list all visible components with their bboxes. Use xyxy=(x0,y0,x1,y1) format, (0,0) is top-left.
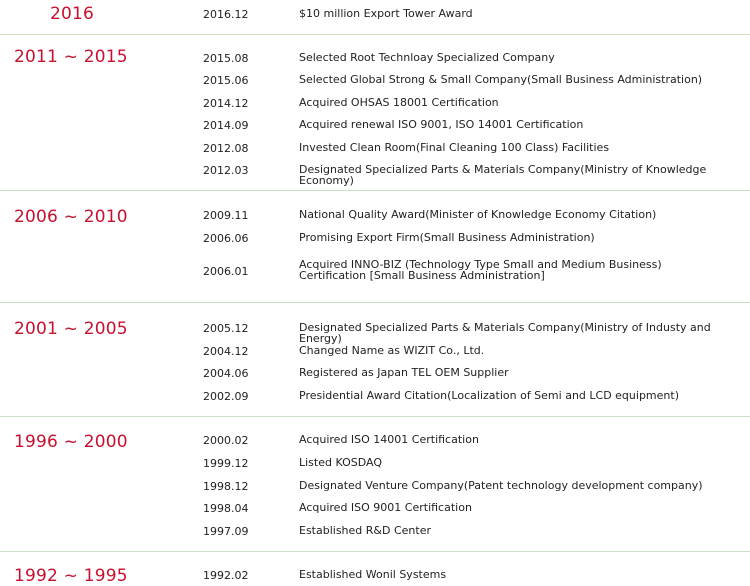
history-date: 2004.06 xyxy=(203,367,249,380)
history-description: Invested Clean Room(Final Cleaning 100 Class) Facilities xyxy=(299,141,610,154)
history-description: Acquired ISO 9001 Certification xyxy=(299,501,472,514)
history-description: Designated Specialized Parts & Materials Company(Ministry of Industy and Energy) xyxy=(299,321,711,345)
section-divider xyxy=(0,416,750,417)
history-date: 2015.08 xyxy=(203,52,249,65)
history-date: 1999.12 xyxy=(203,457,249,470)
section-divider xyxy=(0,551,750,552)
history-description: Established R&D Center xyxy=(299,524,431,537)
period-heading: 1996 ~ 2000 xyxy=(14,432,128,452)
history-date: 1997.09 xyxy=(203,525,249,538)
history-date: 2002.09 xyxy=(203,390,249,403)
history-date: 2004.12 xyxy=(203,345,249,358)
history-description: Changed Name as WIZIT Co., Ltd. xyxy=(299,344,485,357)
history-date: 2006.01 xyxy=(203,265,249,278)
history-date: 2012.03 xyxy=(203,164,249,177)
history-description: Promising Export Firm(Small Business Administration) xyxy=(299,231,595,244)
history-date: 2016.12 xyxy=(203,8,249,21)
history-date: 1998.12 xyxy=(203,480,249,493)
section-divider xyxy=(0,302,750,303)
history-description: $10 million Export Tower Award xyxy=(299,7,473,20)
history-description: Presidential Award Citation(Localization of Semi and LCD equipment) xyxy=(299,389,679,402)
history-description: Established Wonil Systems xyxy=(299,568,447,581)
history-date: 1992.02 xyxy=(203,569,249,582)
history-date: 2009.11 xyxy=(203,209,249,222)
history-description: Acquired ISO 14001 Certification xyxy=(299,433,479,446)
history-description: Selected Global Strong & Small Company(Small Business Administration) xyxy=(299,73,703,86)
period-heading: 2001 ~ 2005 xyxy=(14,319,128,339)
history-date: 2012.08 xyxy=(203,142,249,155)
history-date: 2006.06 xyxy=(203,232,249,245)
history-description: Registered as Japan TEL OEM Supplier xyxy=(299,366,509,379)
history-description: Acquired INNO-BIZ (Technology Type Small and Medium Business) Certification [Small Business Administration] xyxy=(299,258,662,282)
history-date: 2000.02 xyxy=(203,434,249,447)
period-heading: 2016 xyxy=(50,4,95,24)
history-date: 2015.06 xyxy=(203,74,249,87)
history-description: Listed KOSDAQ xyxy=(299,456,382,469)
history-description: Acquired renewal ISO 9001, ISO 14001 Certification xyxy=(299,118,584,131)
history-description: Designated Venture Company(Patent technology development company) xyxy=(299,479,703,492)
section-divider xyxy=(0,190,750,191)
history-description: Selected Root Technloay Specialized Company xyxy=(299,51,555,64)
history-date: 2014.12 xyxy=(203,97,249,110)
period-heading: 1992 ~ 1995 xyxy=(14,566,128,586)
history-description: Designated Specialized Parts & Materials Company(Ministry of Knowledge Economy) xyxy=(299,163,707,187)
history-description: Acquired OHSAS 18001 Certification xyxy=(299,96,499,109)
period-heading: 2006 ~ 2010 xyxy=(14,207,128,227)
history-date: 2005.12 xyxy=(203,322,249,335)
history-description: National Quality Award(Minister of Knowledge Economy Citation) xyxy=(299,208,657,221)
section-divider xyxy=(0,34,750,35)
history-date: 1998.04 xyxy=(203,502,249,515)
period-heading: 2011 ~ 2015 xyxy=(14,47,128,67)
history-date: 2014.09 xyxy=(203,119,249,132)
